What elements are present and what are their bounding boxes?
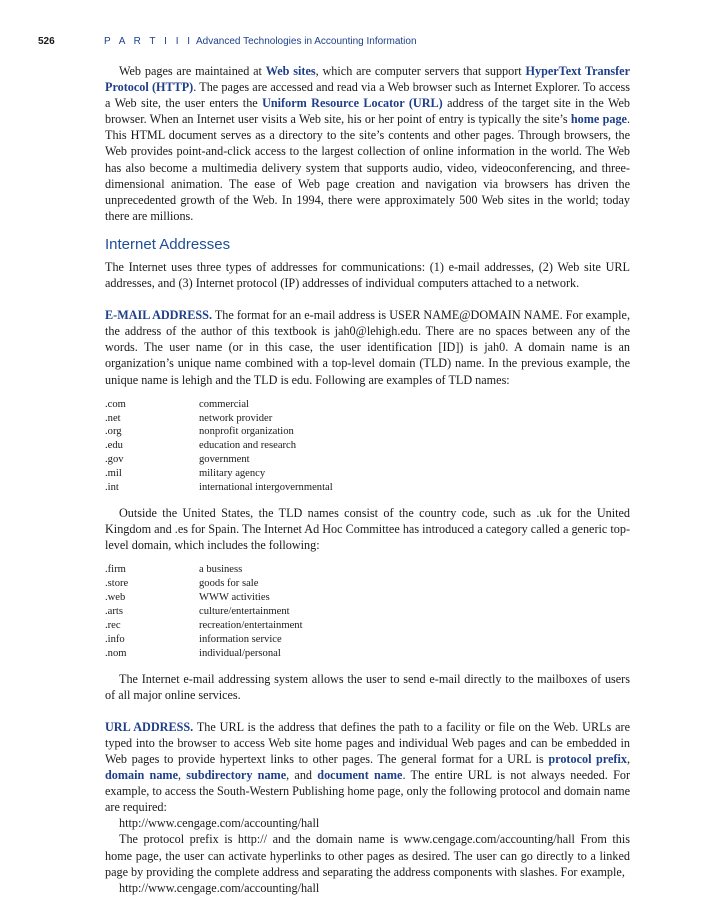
tld-desc: goods for sale <box>199 578 259 590</box>
tld-row <box>105 425 630 439</box>
tld-desc: WWW activities <box>199 592 270 604</box>
term-url: Uniform Resource Locator (URL) <box>262 96 443 111</box>
tld-row <box>105 633 630 647</box>
tld-code: .web <box>105 592 126 604</box>
part-title: Advanced Technologies in Accounting Information <box>196 36 417 47</box>
tld-code: .nom <box>105 647 127 659</box>
url-text-2: . The entire URL is not always needed. For example, to access the South-Western Publishing home page, only the following protocol and domain name are required: <box>105 768 630 815</box>
url-sep-3: , and <box>286 768 318 783</box>
tld-code: .org <box>105 426 122 438</box>
intro-text-2: , which are computer servers that support <box>315 64 526 78</box>
tld-row <box>105 605 630 619</box>
url-example-1: http://www.cengage.com/accounting/hall <box>119 816 320 831</box>
outside-us-paragraph: Outside the United States, the TLD names consist of the country code, such as .uk for the United Kingdom and .es for Spain. The Internet Ad Hoc Committee has introduced a category called a generic top-level domain, which includes the following: <box>105 505 630 553</box>
email-address-heading: E-MAIL ADDRESS. <box>105 308 213 323</box>
tld-desc: individual/personal <box>199 647 281 659</box>
url-address-heading: URL ADDRESS. <box>105 719 194 734</box>
tld-desc: government <box>199 454 250 466</box>
term-home-page: home page <box>570 112 627 127</box>
tld-row <box>105 398 630 412</box>
spacer <box>105 291 630 307</box>
tld-row <box>105 577 630 591</box>
tld-row <box>105 412 630 426</box>
tld-desc: network provider <box>199 412 273 424</box>
page-header <box>38 36 639 50</box>
tld-row <box>105 563 630 577</box>
tld-desc: information service <box>199 633 282 645</box>
tld-code: .info <box>105 633 125 645</box>
tld-code: .gov <box>105 454 124 466</box>
tld-code: .edu <box>105 440 123 452</box>
term-http: HyperText Transfer Protocol (HTTP) <box>105 64 630 95</box>
tld-code: .com <box>105 398 126 410</box>
tld-row <box>105 481 630 495</box>
email-address-text: The format for an e-mail address is USER NAME@DOMAIN NAME. For example, the address of the author of this textbook is jah0@lehigh.edu. There are no spaces between any of the words. The user name (or in this case, the user identification [ID]) is jah0. A domain name is an organization’s unique name combined with a top-level domain (TLD) name. In the previous example, the unique name is lehigh and the TLD is edu. Following are examples of TLD names: <box>105 308 630 387</box>
url-text-1: The URL is the address that defines the path to a facility or file on the Web. URLs are typed into the browser to access Web site home pages and individual Web pages and can be embedded in Web pages to provide hypertext links to other pages. The general format for a URL is <box>105 719 631 766</box>
url-sep-2: , <box>177 768 187 783</box>
tld-desc: culture/entertainment <box>199 605 290 617</box>
tld-list-standard <box>105 398 630 495</box>
tld-row <box>105 439 630 453</box>
tld-row <box>105 647 630 661</box>
tld-code: .int <box>105 482 119 494</box>
tld-desc: education and research <box>199 440 297 452</box>
tld-list-generic <box>105 563 630 660</box>
tld-code: .mil <box>105 468 122 480</box>
intro-text-3: . The pages are accessed and read via a Web browser such as Internet Explorer. To access a Web site, the user enters the <box>105 80 630 111</box>
spacer <box>105 703 630 719</box>
url-example-2: http://www.cengage.com/accounting/hall <box>119 880 320 895</box>
tld-code: .rec <box>105 619 121 631</box>
tld-desc: a business <box>199 564 243 576</box>
tld-desc: commercial <box>199 398 249 410</box>
email-address-paragraph <box>105 307 630 387</box>
term-domain-name: domain name <box>105 768 178 783</box>
term-document-name: document name <box>317 768 403 783</box>
tld-row <box>105 619 630 633</box>
page-number: 526 <box>38 36 55 47</box>
tld-desc: nonprofit organization <box>199 426 294 438</box>
tld-code: .store <box>105 578 129 590</box>
url-after-paragraph: The protocol prefix is http:// and the domain name is www.cengage.com/accounting/hall From this home page, the user can activate hyperlinks to other pages as desired. The user can go directly to a linked page by providing the complete address and separating the address components with slashes. For example, <box>105 832 630 879</box>
email-system-paragraph: The Internet e-mail addressing system allows the user to send e-mail directly to the mailboxes of users of all major online services. <box>105 671 630 702</box>
part-label: P A R T I I I <box>104 36 194 47</box>
tld-code: .arts <box>105 605 123 617</box>
term-web-sites: Web sites <box>265 64 316 78</box>
intro-text-4: address of the target site in the Web browser. When an Internet user visits a Web site, his or her point of entry is typically the site’s <box>105 96 631 127</box>
internet-addresses-paragraph: The Internet uses three types of addresses for communications: (1) e-mail addresses, (2) Web site URL addresses, and (3) Internet protocol (IP) addresses of individual computers attached to a network. <box>105 259 630 291</box>
tld-desc: recreation/entertainment <box>199 619 303 631</box>
tld-code: .net <box>105 412 121 424</box>
intro-text-5: . This HTML document serves as a directory to the site’s contents and other pages. Through browsers, the Web provides point-and-click access to the largest collection of online information in the world. The Web has also become a multimedia delivery system that supports audio, video, videoconferencing, and three-dimensional animation. The ease of Web page creation and navigation via browsers has driven the unprecedented growth of the Web. In 1994, there were approximately 500 Web sites in the world; today there are millions. <box>105 112 631 223</box>
url-sep-1: , <box>626 751 630 766</box>
tld-row <box>105 453 630 467</box>
section-heading-internet-addresses: Internet Addresses <box>105 235 231 253</box>
tld-row <box>105 591 630 605</box>
tld-code: .firm <box>105 564 126 576</box>
url-address-paragraph <box>105 719 630 816</box>
intro-text-1: Web pages are maintained at <box>119 64 266 78</box>
tld-desc: international intergovernmental <box>199 482 333 494</box>
term-protocol-prefix: protocol prefix <box>548 751 627 766</box>
term-subdirectory-name: subdirectory name <box>186 768 287 783</box>
intro-paragraph <box>105 63 630 224</box>
page-content <box>105 63 630 896</box>
tld-desc: military agency <box>199 468 266 480</box>
tld-row <box>105 467 630 481</box>
